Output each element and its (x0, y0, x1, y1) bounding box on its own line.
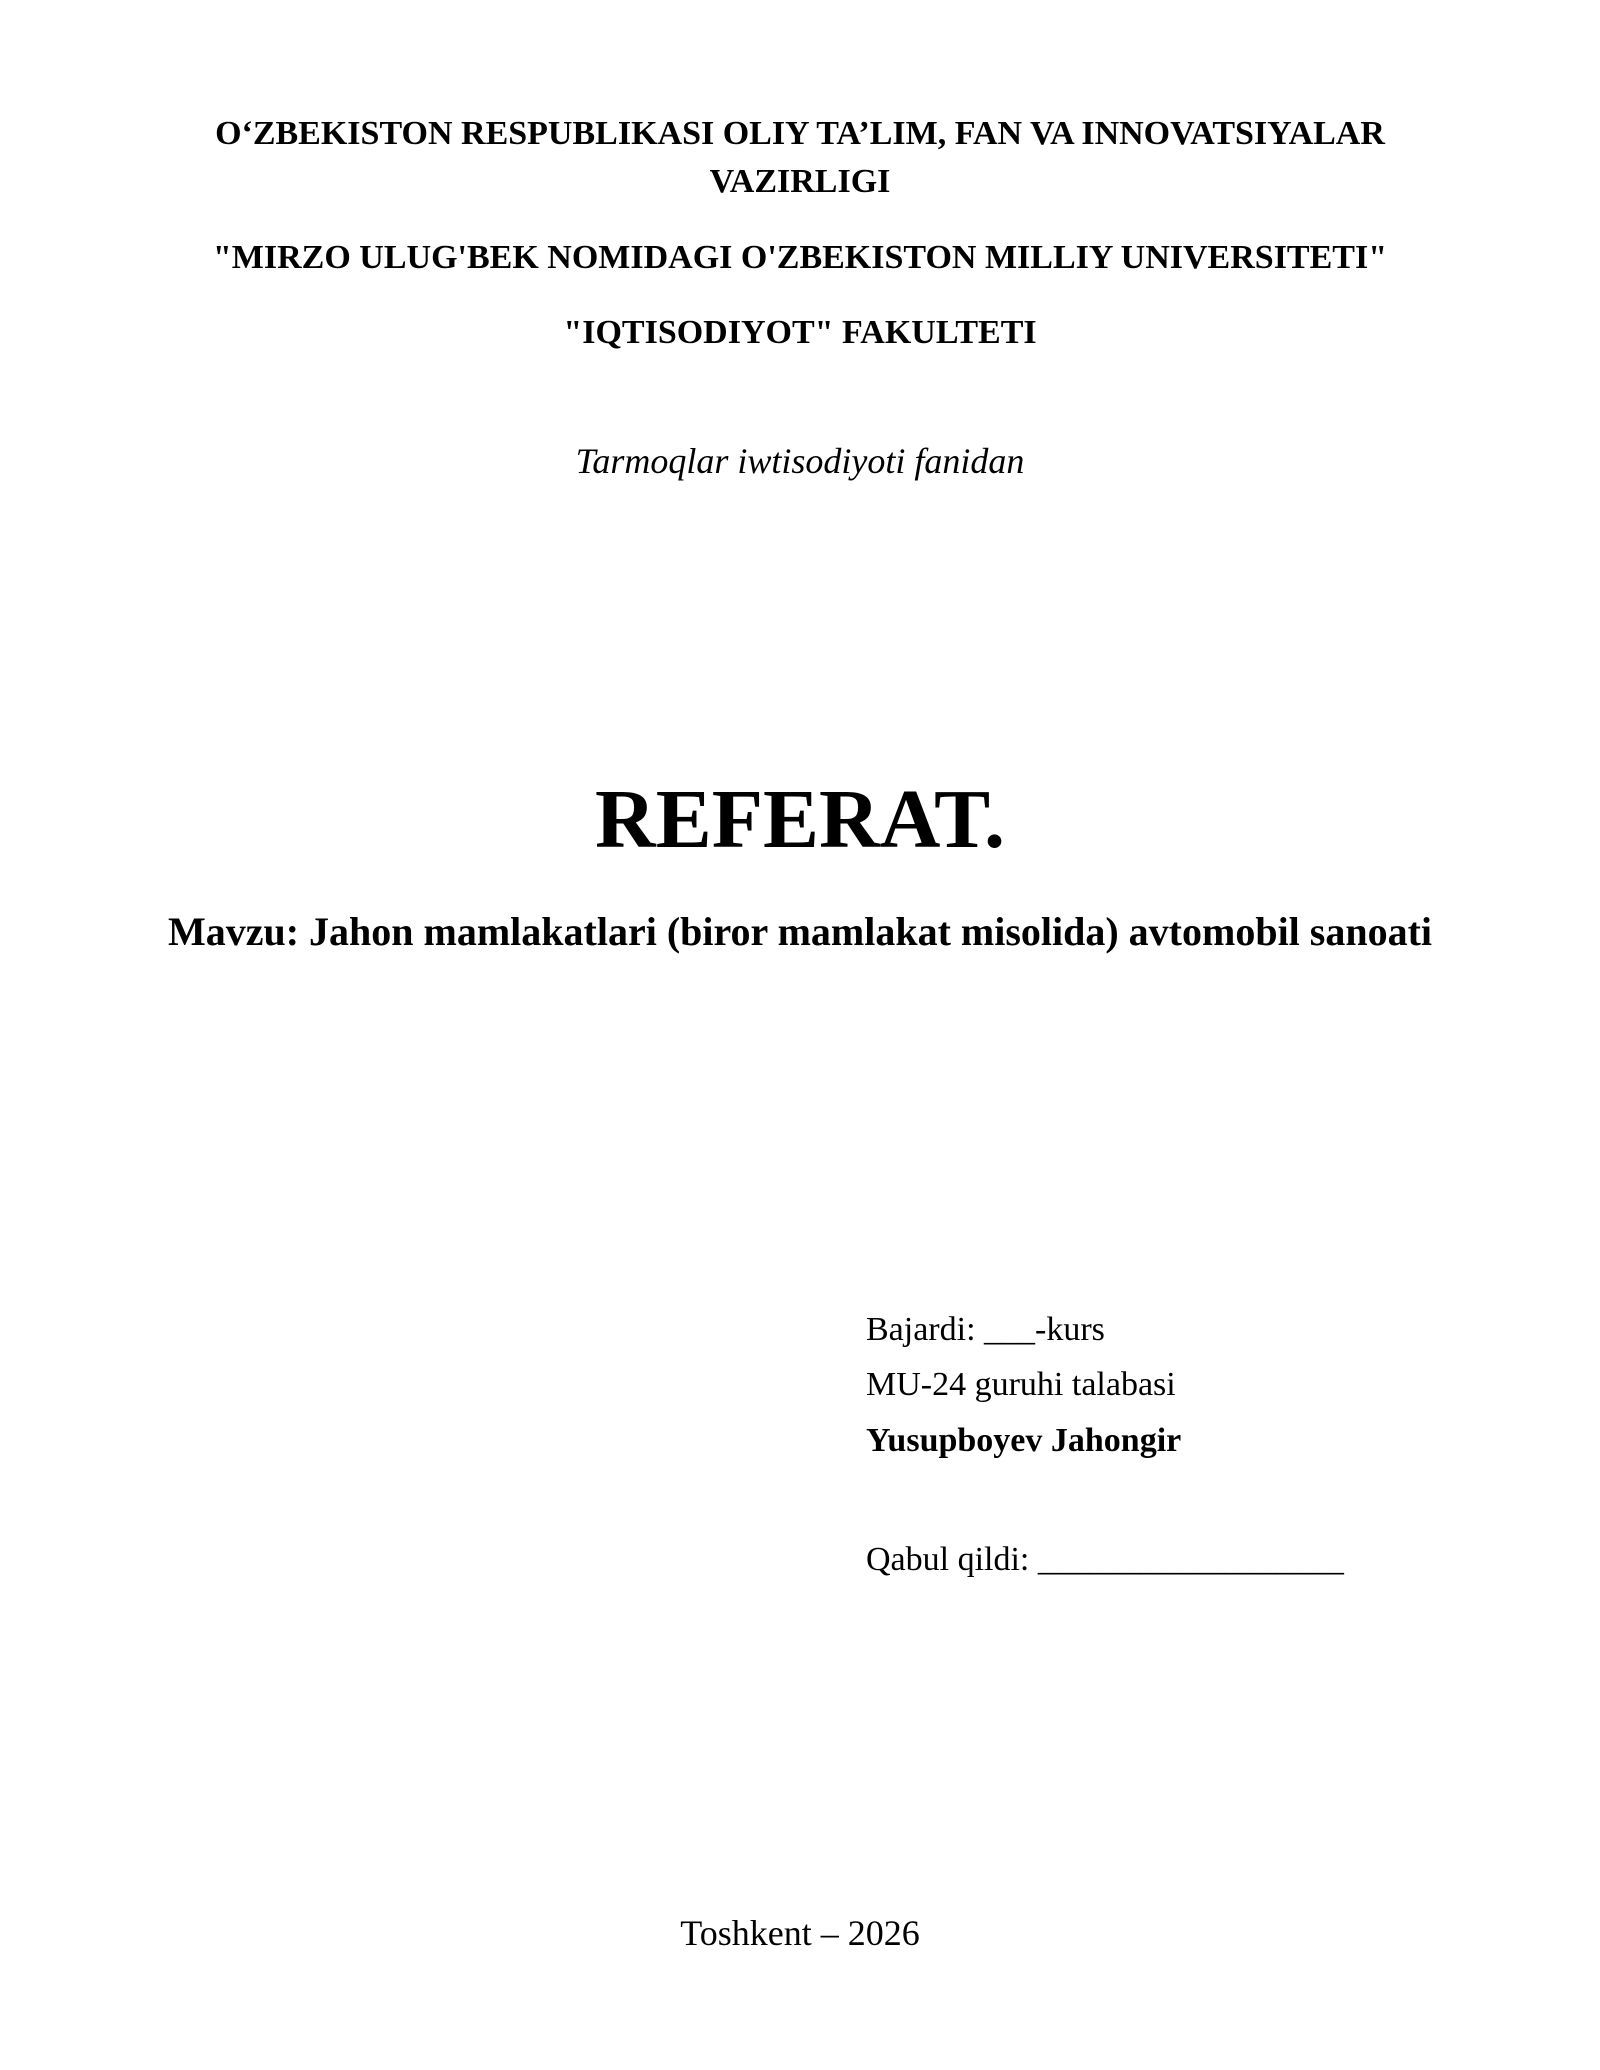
place-year-footer: Toshkent – 2026 (680, 1913, 920, 1953)
topic-line: Mavzu: Jahon mamlakatlari (biror mamlakat misolida) avtomobil sanoati (167, 909, 1433, 954)
group-line: MU-24 guruhi talabasi (866, 1366, 1176, 1403)
subject-line: Tarmoqlar iwtisodiyoti fanidan (575, 441, 1025, 481)
ministry-heading: O‘ZBEKISTON RESPUBLIKASI OLIY TA’LIM, FAN VA INNOVATSIYALAR VAZIRLIGI (215, 115, 1385, 200)
faculty-heading: "IQTISODIYOT" FAKULTETI (563, 314, 1037, 351)
accepted-by-line: Qabul qildi: __________________ (866, 1541, 1344, 1578)
performed-by-line: Bajardi: ___-kurs (866, 1311, 1105, 1348)
document-type-title: REFERAT. (595, 773, 1005, 866)
author-name: Yusupboyev Jahongir (866, 1422, 1182, 1459)
university-heading: "MIRZO ULUG'BEK NOMIDAGI O'ZBEKISTON MILLIY UNIVERSITETI" (212, 239, 1388, 276)
